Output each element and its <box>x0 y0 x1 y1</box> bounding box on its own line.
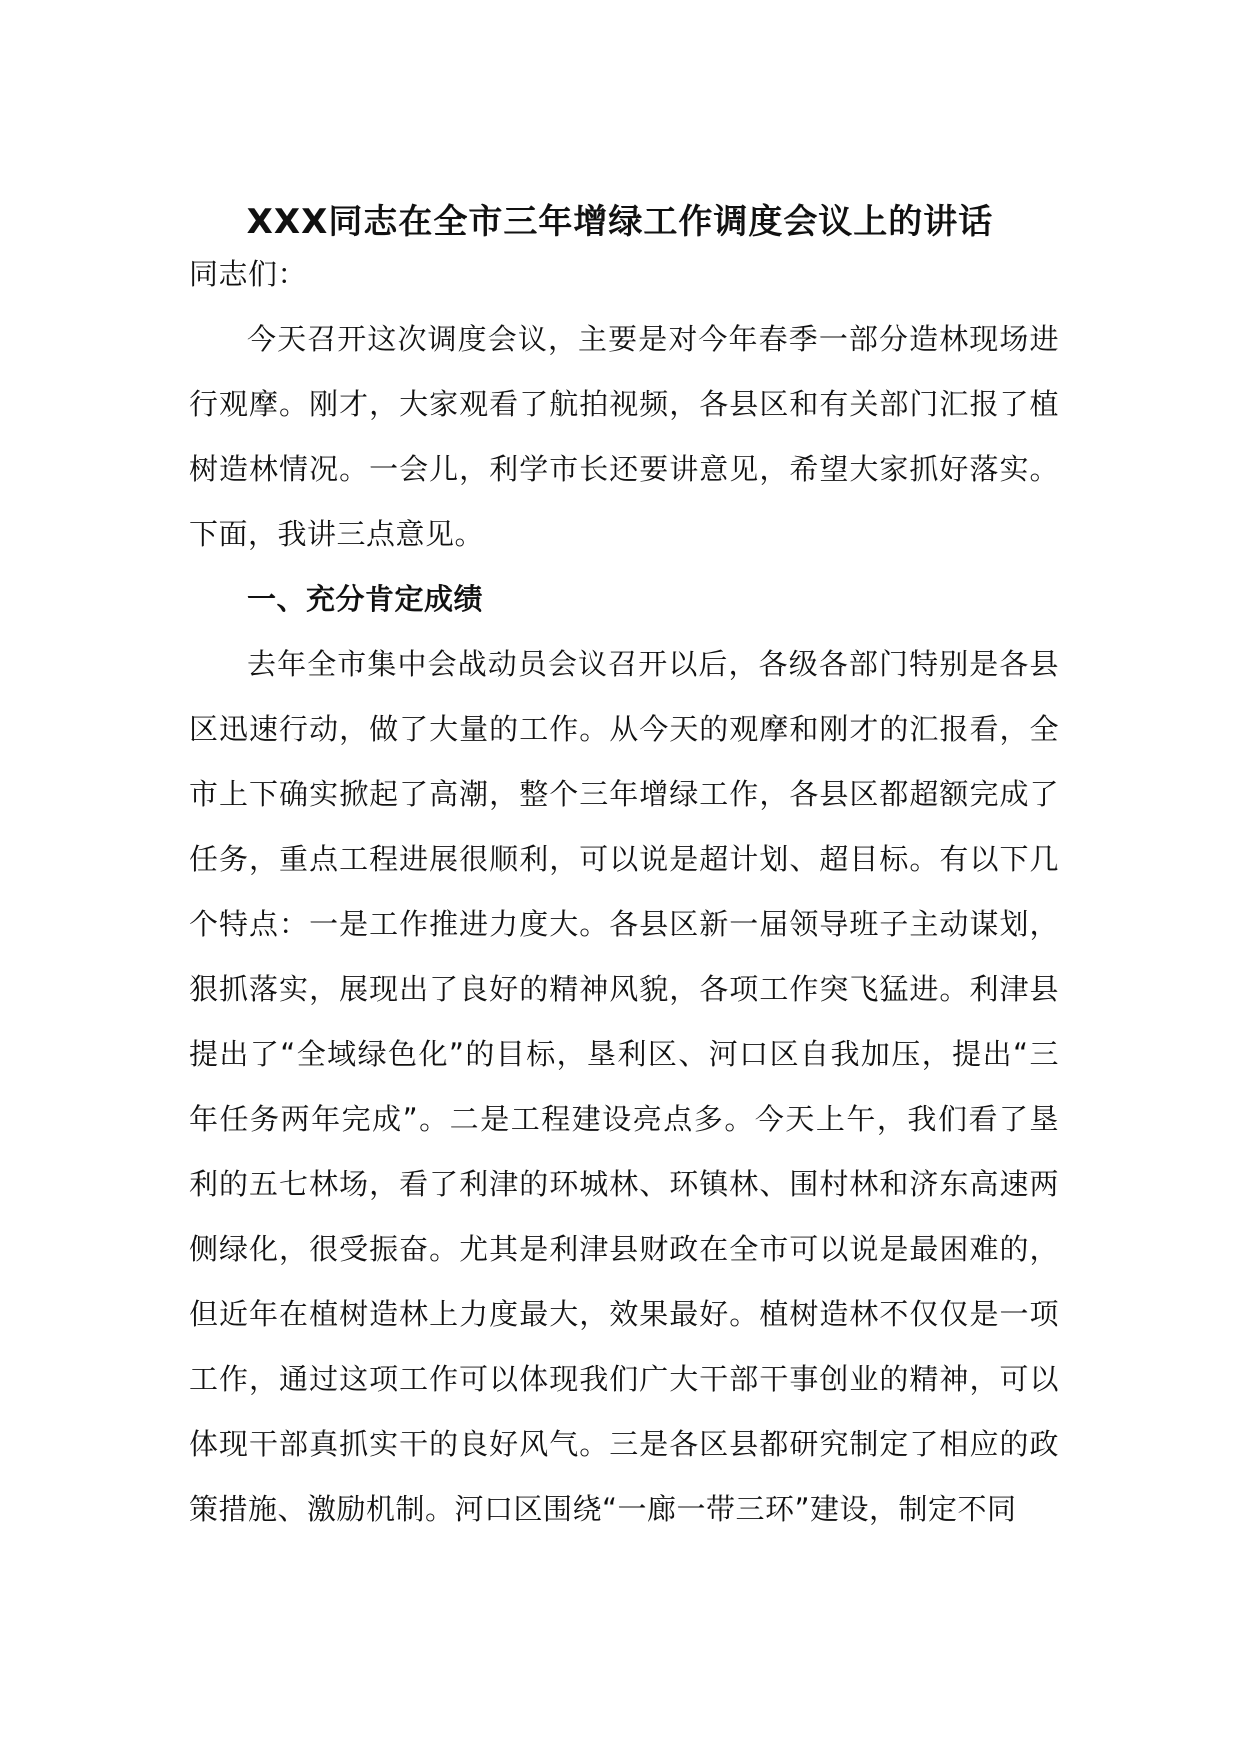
intro-paragraph: 今天召开这次调度会议，主要是对今年春季一部分造林现场进行观摩。刚才，大家观看了航拍视频，各县区和有关部门汇报了植树造林情况。一会儿，利学市长还要讲意见，希望大家抓好落实。下面，我讲三点意见。 <box>189 322 1059 551</box>
document-title: XXX同志在全市三年增绿工作调度会议上的讲话 <box>246 202 994 242</box>
document-body <box>189 242 1059 1542</box>
section-paragraph: 去年全市集中会战动员会议召开以后，各级各部门特别是各县区迅速行动，做了大量的工作。从今天的观摩和刚才的汇报看，全市上下确实掀起了高潮，整个三年增绿工作，各县区都超额完成了任务，重点工程进展很顺利，可以说是超计划、超目标。有以下几个特点：一是工作推进力度大。各县区新一届领导班子主动谋划，狠抓落实，展现出了良好的精神风貌，各项工作突飞猛进。利津县提出了“全域绿色化”的目标，垦利区、河口区自我加压，提出“三年任务两年完成”。二是工程建设亮点多。今天上午，我们看了垦利的五七林场，看了利津的环城林、环镇林、围村林和济东高速两侧绿化，很受振奋。尤其是利津县财政在全市可以说是最困难的，但近年在植树造林上力度最大，效果最好。植树造林不仅仅是一项工作，通过这项工作可以体现我们广大干部干事创业的精神，可以体现干部真抓实干的良好风气。三是各区县都研究制定了相应的政策措施、激励机制。河口区围绕“一廊一带三环”建设，制定不同 <box>189 647 1059 1526</box>
salutation: 同志们： <box>189 257 308 291</box>
section-heading: 一、充分肯定成绩 <box>247 582 484 616</box>
